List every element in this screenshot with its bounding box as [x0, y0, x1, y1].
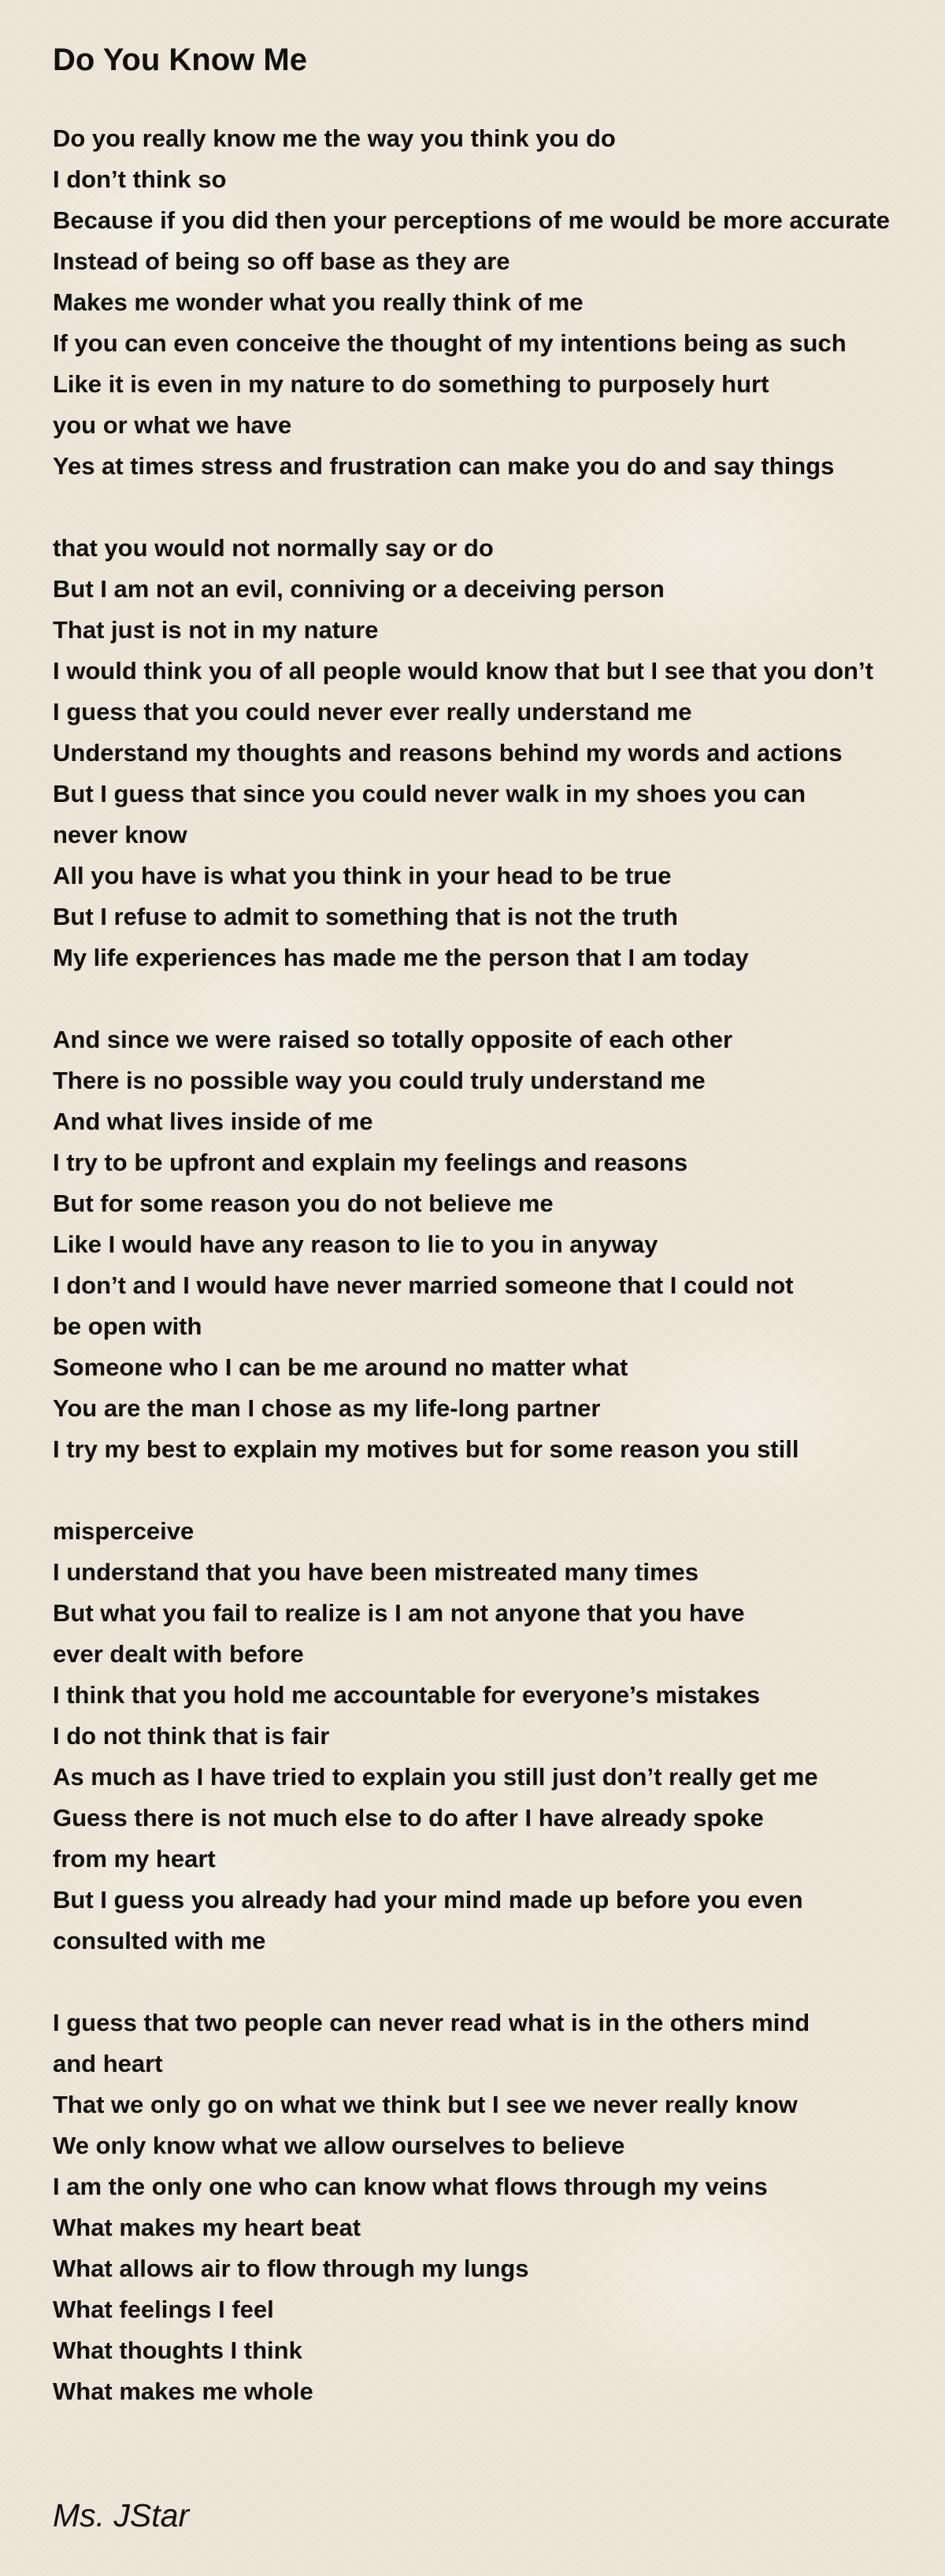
poem-line: But I guess that since you could never walk in my shoes you can: [53, 780, 806, 807]
poem-line: But I guess you already had your mind made up before you even: [53, 1886, 803, 1913]
poem-stanza: [53, 118, 935, 487]
poem-line: consulted with me: [53, 1927, 266, 1954]
poem-line: But what you fail to realize is I am not anyone that you have: [53, 1599, 745, 1627]
poem-line: What makes me whole: [53, 2377, 313, 2405]
poem-line: I don’t and I would have never married someone that I could not: [53, 1271, 794, 1299]
poem-line: Instead of being so off base as they are: [53, 247, 510, 275]
poem-line: be open with: [53, 1312, 202, 1340]
poem-line: But I refuse to admit to something that is not the truth: [53, 903, 678, 930]
stanza-gap: [53, 1470, 935, 1511]
poem-author: Ms. JStar: [53, 2497, 190, 2533]
poem-line: Like it is even in my nature to do something to purposely hurt: [53, 370, 769, 398]
poem-line: Because if you did then your perceptions of me would be more accurate: [53, 206, 890, 234]
poem-line: And since we were raised so totally opposite of each other: [53, 1026, 733, 1053]
poem-line: My life experiences has made me the person that I am today: [53, 944, 749, 971]
poem-body: [53, 118, 935, 2412]
poem-line: I try my best to explain my motives but for some reason you still: [53, 1435, 799, 1463]
poem-line: I am the only one who can know what flows through my veins: [53, 2173, 768, 2200]
poem-stanza: [53, 2003, 935, 2412]
poem-line: Like I would have any reason to lie to you in anyway: [53, 1230, 658, 1258]
poem-line: There is no possible way you could truly understand me: [53, 1067, 706, 1094]
poem-line: I guess that two people can never read what is in the others mind: [53, 2009, 810, 2036]
poem-stanza: [53, 1019, 935, 1470]
poem-line: That we only go on what we think but I see we never really know: [53, 2091, 798, 2118]
poem-line: Understand my thoughts and reasons behind my words and actions: [53, 739, 843, 766]
poem-line: What feelings I feel: [53, 2296, 274, 2323]
stanza-gap: [53, 1962, 935, 2003]
poem-stanza: [53, 528, 935, 978]
poem-line: If you can even conceive the thought of my intentions being as such: [53, 329, 847, 357]
poem-line: I don’t think so: [53, 165, 227, 193]
poem-line: Makes me wonder what you really think of me: [53, 288, 584, 316]
poem-line: We only know what we allow ourselves to believe: [53, 2132, 625, 2159]
poem-line: I do not think that is fair: [53, 1722, 330, 1750]
poem-line: As much as I have tried to explain you still just don’t really get me: [53, 1763, 818, 1791]
poem-line: I think that you hold me accountable for everyone’s mistakes: [53, 1681, 761, 1709]
poem-line: from my heart: [53, 1845, 216, 1873]
poem-line: that you would not normally say or do: [53, 534, 494, 562]
poem-line: Do you really know me the way you think you do: [53, 124, 616, 152]
poem-line: ever dealt with before: [53, 1640, 304, 1668]
poem-stanza: [53, 1511, 935, 1962]
poem-line: All you have is what you think in your head to be true: [53, 862, 672, 889]
poem-line: You are the man I chose as my life-long partner: [53, 1394, 601, 1422]
poem-line: Guess there is not much else to do after I have already spoke: [53, 1804, 764, 1832]
poem-line: misperceive: [53, 1517, 195, 1545]
poem-line: Yes at times stress and frustration can make you do and say things: [53, 452, 835, 480]
stanza-gap: [53, 487, 935, 528]
poem-line: What allows air to flow through my lungs: [53, 2255, 529, 2282]
poem-line: never know: [53, 821, 187, 848]
poem-line: What thoughts I think: [53, 2337, 302, 2364]
poem-line: and heart: [53, 2050, 163, 2077]
poem-line: I would think you of all people would know that but I see that you don’t: [53, 657, 873, 685]
poem-line: What makes my heart beat: [53, 2214, 361, 2241]
poem-line: Someone who I can be me around no matter what: [53, 1353, 628, 1381]
poem-title: Do You Know Me: [53, 43, 307, 77]
poem-line: I guess that you could never ever really understand me: [53, 698, 692, 726]
stanza-gap: [53, 978, 935, 1019]
poem-line: you or what we have: [53, 411, 292, 439]
poem-line: But I am not an evil, conniving or a deceiving person: [53, 575, 665, 603]
poem-line: And what lives inside of me: [53, 1108, 373, 1135]
poem-line: I understand that you have been mistreated many times: [53, 1558, 699, 1586]
poem-line: But for some reason you do not believe me: [53, 1190, 554, 1217]
poem-line: That just is not in my nature: [53, 616, 379, 644]
poem-line: I try to be upfront and explain my feelings and reasons: [53, 1149, 688, 1176]
